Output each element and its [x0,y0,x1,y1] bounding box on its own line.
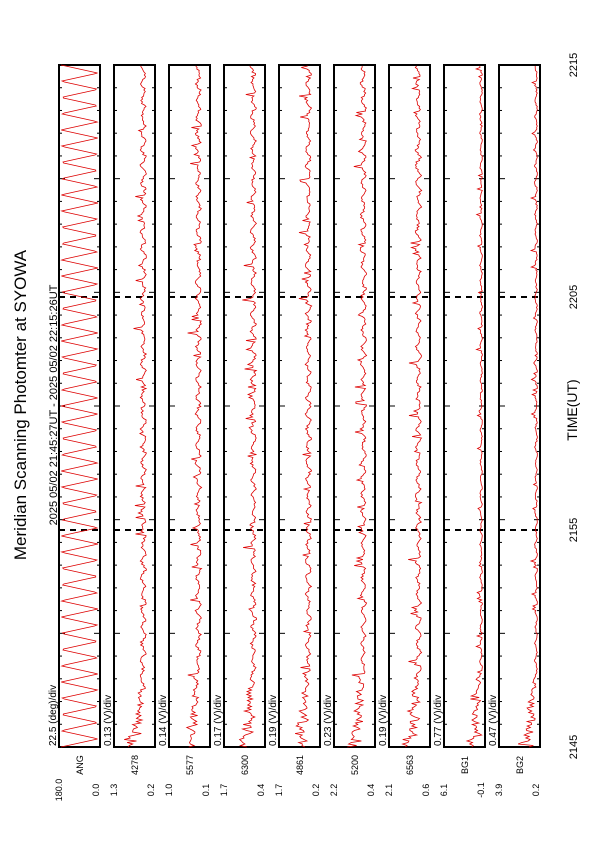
panel-bg1-ymax-label: 6.1 [439,783,449,797]
panel-4861-series-line [295,66,312,747]
panel-6563-ymin-label: 0.6 [421,783,431,797]
panel-6563-frame [389,65,430,747]
panel-ang-scale: 22.5 (deg)/div [48,684,59,746]
panel-bg2-frame [499,65,540,747]
x-tick-label-2155: 2155 [568,517,580,543]
panel-ang-ymax-label: 180.0 [54,778,64,802]
panel-5200-frame [334,65,375,747]
panel-5577-scale: 0.14 (V)/div [158,694,169,746]
panel-bg2-name: BG2 [515,755,525,775]
panel-5200-series-line [347,66,366,747]
panel-4861-scale: 0.19 (V)/div [268,694,279,746]
panel-bg1-name: BG1 [460,755,470,775]
panel-5577-name: 5577 [185,754,195,776]
panel-6300-name: 6300 [240,754,250,776]
x-tick-label-2145: 2145 [568,734,580,760]
panel-5200-scale: 0.23 (V)/div [323,694,334,746]
panel-6300-frame [224,65,265,747]
panel-bg2-ymin-label: 0.2 [531,783,541,797]
panel-4278-scale: 0.13 (V)/div [103,694,114,746]
panel-5577-ymin-label: 0.1 [201,783,211,797]
panel-4278-ymax-label: 1.3 [109,783,119,797]
panel-6300-ymin-label: 0.4 [256,783,266,797]
panel-ang-frame [59,65,100,747]
panel-6300-series-line [240,66,257,747]
panel-4861-ymin-label: 0.2 [311,783,321,797]
panel-5200-ymin-label: 0.4 [366,783,376,797]
panel-5577-frame [169,65,210,747]
panel-4278-series-line [124,66,146,747]
x-tick-label-2205: 2205 [568,284,580,310]
panel-4861-frame [279,65,320,747]
time-range: 2025 05/02 21:45:27UT - 2025 05/02 22:15:26UT [48,284,60,526]
panel-6300-ymax-label: 1.7 [219,783,229,797]
panel-ang-ymin-label: 0.0 [91,783,101,797]
panel-5577-ymax-label: 1.0 [164,783,174,797]
panel-bg2-scale: 0.47 (V)/div [488,694,499,746]
x-axis-label: TIME(UT) [564,379,580,441]
panel-4278-name: 4278 [130,754,140,776]
panel-5200-name: 5200 [350,754,360,776]
panel-ang-series-line [61,65,98,747]
panel-5200-ymax-label: 2.2 [329,783,339,797]
panel-bg2-ymax-label: 3.9 [494,783,504,797]
panel-4278-ymin-label: 0.2 [146,783,156,797]
panel-6563-ymax-label: 2.1 [384,783,394,797]
chart-title: Meridian Scanning Photomter at SYOWA [11,249,30,561]
panel-ang-name: ANG [75,755,85,775]
panel-6563-name: 6563 [405,754,415,776]
panel-4861-ymax-label: 1.7 [274,783,284,797]
panel-bg1-ymin-label: -0.1 [476,782,486,798]
panel-4278-frame [114,65,155,747]
panel-6563-scale: 0.19 (V)/div [378,694,389,746]
panel-bg1-frame [444,65,485,747]
panel-bg1-scale: 0.77 (V)/div [433,694,444,746]
panel-6300-scale: 0.17 (V)/div [213,694,224,746]
panel-6563-series-line [403,66,422,747]
panel-4861-name: 4861 [295,754,305,776]
x-tick-label-2215: 2215 [568,52,580,78]
panel-5577-series-line [187,66,202,747]
